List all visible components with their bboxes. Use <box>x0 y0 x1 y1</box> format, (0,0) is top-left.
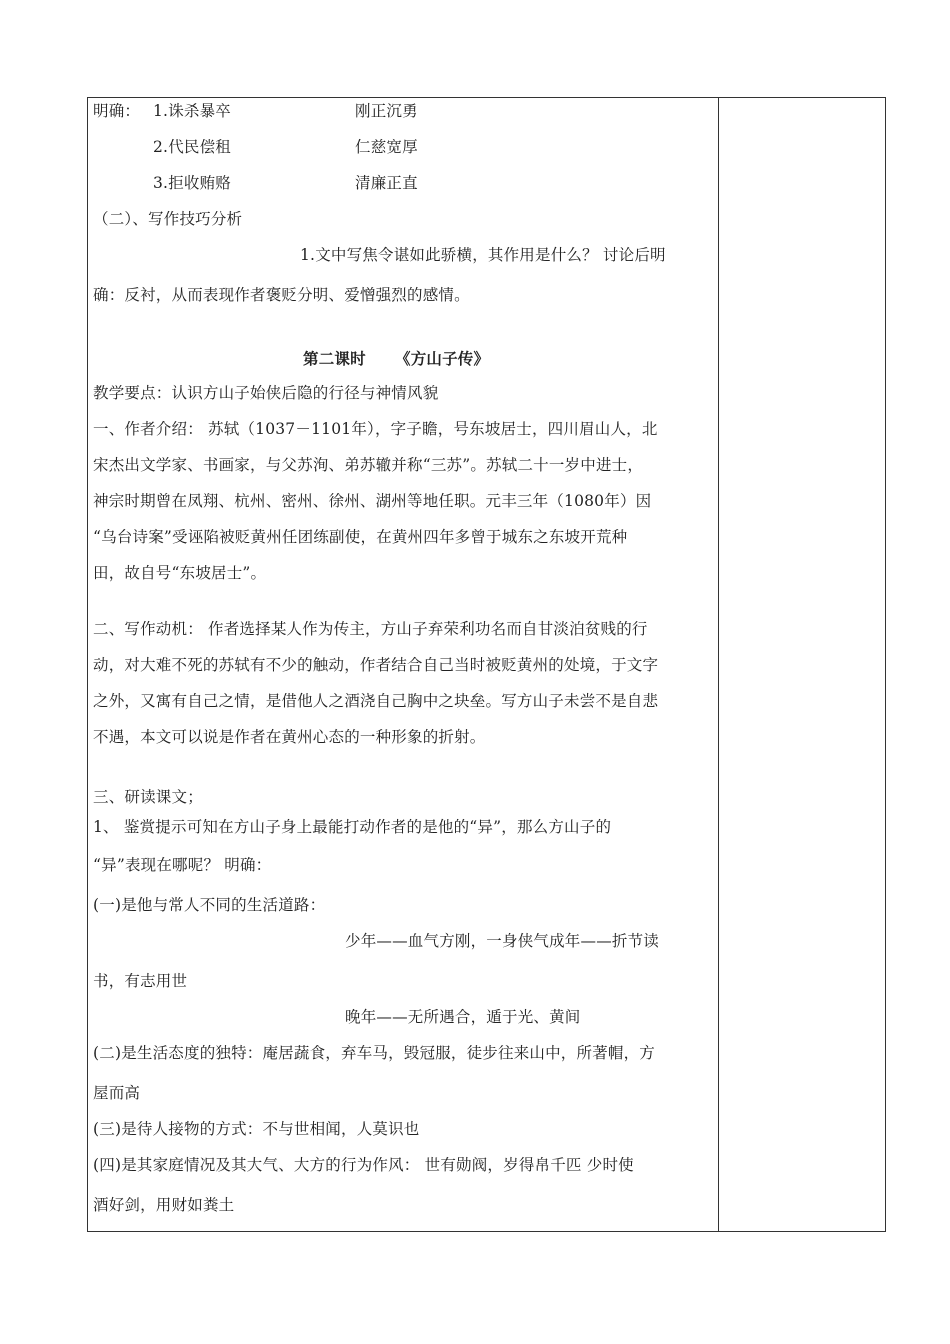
motive-line-2: 动，对大难不死的苏轼有不少的触动，作者结合自己当时被贬黄州的处境，于文字 <box>93 656 659 674</box>
motive-line-1: 二、写作动机： 作者选择某人作为传主，方山子弃荣利功名而自甘淡泊贫贱的行 <box>93 620 648 638</box>
summary-trait-2: 仁慈宽厚 <box>355 138 418 156</box>
summary-act-2: 2.代民偿租 <box>153 138 231 156</box>
author-intro-line-2: 宋杰出文学家、书画家，与父苏洵、弟苏辙并称“三苏”。苏轼二十一岁中进士， <box>93 456 644 474</box>
point2-line-1: (二)是生活态度的独特：庵居蔬食，弃车马，毁冠服，徒步往来山中，所著帽，方 <box>93 1044 655 1062</box>
point1-title: (一)是他与常人不同的生活道路： <box>93 896 326 914</box>
point4-line-1: (四)是其家庭情况及其大气、大方的行为作风： 世有勋阀，岁得帛千匹 少时使 <box>93 1156 634 1174</box>
point1-line-2: 书，有志用世 <box>93 972 188 990</box>
study-heading: 三、研读课文； <box>93 788 203 806</box>
lesson-text-title: 《方山子传》 <box>395 349 490 368</box>
teaching-point: 教学要点：认识方山子始侠后隐的行径与神情风貌 <box>93 384 439 402</box>
point4-line-2: 酒好剑，用财如粪土 <box>93 1196 235 1214</box>
question1-line1: 1.文中写焦令谌如此骄横，其作用是什么？ 讨论后明 <box>300 246 666 264</box>
lesson-title: 第二课时 <box>303 349 366 368</box>
point1-line-3: 晚年——无所遇合，遁于光、黄间 <box>345 1008 581 1026</box>
motive-line-3: 之外，又寓有自己之情，是借他人之酒浇自己胸中之块垒。写方山子未尝不是自悲 <box>93 692 659 710</box>
summary-label: 明确： <box>93 102 141 120</box>
point2-line-2: 屋而高 <box>93 1084 141 1102</box>
author-intro-line-3: 神宗时期曾在凤翔、杭州、密州、徐州、湖州等地任职。元丰三年（1080年）因 <box>93 492 652 510</box>
author-intro-line-1: 一、作者介绍： 苏轼（1037－1101年），字子瞻，号东坡居士，四川眉山人，北 <box>93 420 658 438</box>
summary-act-3: 3.拒收贿赂 <box>153 174 231 192</box>
point1-line-1: 少年——血气方刚，一身侠气成年——折节读 <box>345 932 660 950</box>
summary-trait-3: 清廉正直 <box>355 174 418 192</box>
table-column-divider <box>718 97 719 1232</box>
author-intro-line-4: “乌台诗案”受诬陷被贬黄州任团练副使，在黄州四年多曾于城东之东坡开荒种 <box>93 528 628 546</box>
motive-line-4: 不遇，本文可以说是作者在黄州心态的一种形象的折射。 <box>93 728 486 746</box>
summary-trait-1: 刚正沉勇 <box>355 102 418 120</box>
study-question-line-1: 1、 鉴赏提示可知在方山子身上最能打动作者的是他的“异”，那么方山子的 <box>93 818 612 836</box>
author-intro-line-5: 田，故自号“东坡居士”。 <box>93 564 267 582</box>
study-question-line-2: “异”表现在哪呢？ 明确： <box>93 856 272 874</box>
point3: (三)是待人接物的方式：不与世相闻，人莫识也 <box>93 1120 420 1138</box>
question1-line2: 确：反衬，从而表现作者褒贬分明、爱憎强烈的感情。 <box>93 286 470 304</box>
summary-act-1: 1.诛杀暴卒 <box>153 102 231 120</box>
section2-heading: （二）、写作技巧分析 <box>93 210 243 228</box>
